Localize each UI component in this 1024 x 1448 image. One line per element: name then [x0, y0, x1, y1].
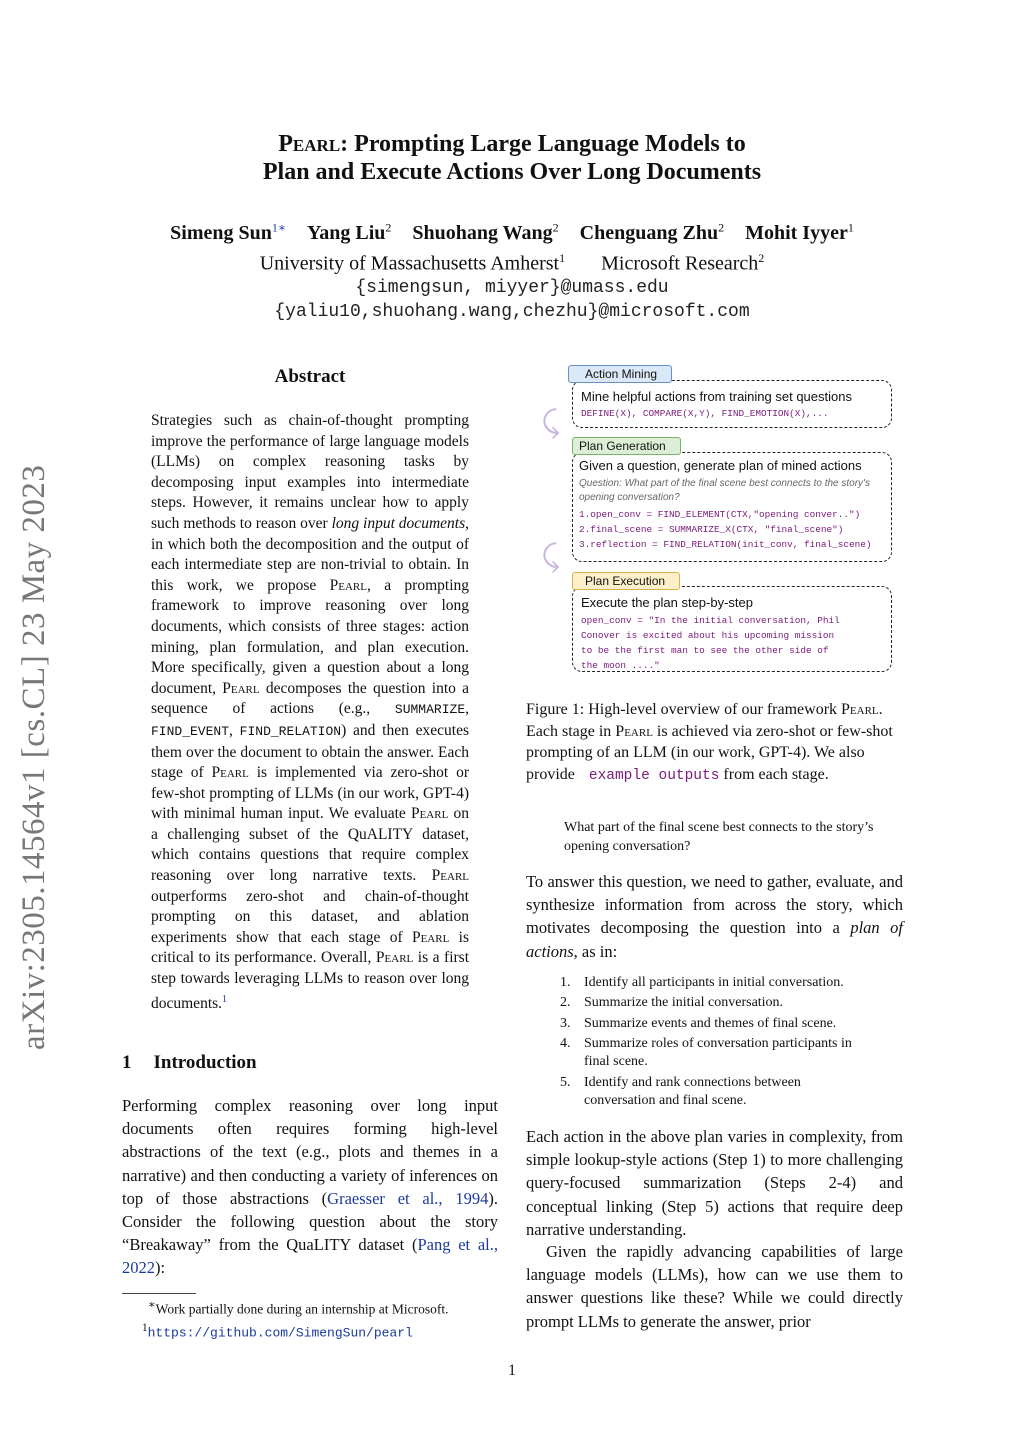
intro-paragraph: Performing complex reasoning over long input documents often requires forming high-level abstractions of the text (e.g., plots and themes in a narrative) and then conducting a variety of inferences on top of those abstractions (Graesser et al., 1994). Consider the following question about the story “Breakaway” from the QuaLITY dataset (Pang et al., 2022): — [122, 1096, 498, 1278]
plan-execution-title: Execute the plan step-by-step — [581, 595, 753, 610]
list-item: 3. Summarize events and themes of final scene. — [560, 1015, 837, 1031]
abstract-heading: Abstract — [274, 366, 346, 387]
right-paragraph-3: Given the rapidly advancing capabilities of large language models (LLMs), how can we use them to answer questions like these? While we could directly prompt LLMs to generate the answer, prior — [526, 1242, 903, 1331]
author-sup: 2 — [552, 220, 559, 234]
question-quote: What part of the final scene best connects to the story’s opening conversation? — [564, 820, 874, 854]
citation-pang[interactable]: Pang et al., 2022 — [122, 1235, 498, 1278]
author-sup: 1∗ — [271, 220, 287, 234]
author-names — [100, 215, 924, 246]
author-name: Yang Liu — [307, 221, 386, 244]
paper-title — [150, 130, 874, 186]
plan-generation-title: Given a question, generate plan of mined actions — [579, 458, 862, 473]
list-item: 5. Identify and rank connections between conversation and final scene. — [560, 1074, 801, 1108]
footnote-github-link[interactable]: https://github.com/SimengSun/pearl — [147, 1325, 413, 1340]
affiliation-umass: University of Massachusetts Amherst — [259, 252, 560, 275]
list-item: 1. Identify all participants in initial conversation. — [560, 975, 844, 990]
right-paragraph-2: Each action in the above plan varies in complexity, from simple lookup-style actions (Step 1) to more challenging query-focused summarization (Steps 2-4) and conceptual linking (Step 5) actions that require deep narrative understanding. — [526, 1127, 903, 1239]
caption-example-outputs: example outputs — [588, 767, 720, 784]
list-item: 2. Summarize the initial conversation. — [560, 995, 784, 1011]
citation-graesser[interactable]: Graesser et al., 1994 — [327, 1188, 489, 1208]
arxiv-stamp: arXiv:2305.14564v1 [cs.CL] 23 May 2023 — [16, 464, 52, 1050]
plan-execution-box — [572, 586, 892, 672]
author-name: Simeng Sun — [170, 221, 272, 244]
execution-code-line: open_conv = "In the initial conversation, Phil — [581, 615, 840, 626]
email-line-2: {yaliu10,shuohang.wang,chezhu}@microsoft.com — [274, 302, 750, 323]
execution-code-line: the moon ...." — [581, 660, 660, 671]
plan-code-line: 2.final_scene = SUMMARIZE_X(CTX, "final_scene") — [579, 524, 844, 535]
footnote-1-link[interactable]: 1 — [222, 993, 228, 1005]
figure-1 — [540, 364, 900, 684]
plan-generation-question: Question: What part of the final scene best connects to the story's opening conversation? — [579, 478, 870, 503]
affiliation-sup: 2 — [758, 250, 765, 265]
footnote-1: Work partially done during an internship at Microsoft. — [155, 1301, 449, 1317]
action-mining-code: DEFINE(X), COMPARE(X,Y), FIND_EMOTION(X),... — [581, 408, 829, 419]
title-line1: : Prompting Large Language Models to — [340, 131, 746, 157]
author-sup: 1 — [847, 220, 854, 234]
abstract-body: Strategies such as chain-of-thought prompting improve the performance of large language models (LLMs) on complex reasoning tasks by decomposing input examples into intermediate steps. However, it remains unclear how to apply such methods to reason over long input documents, in which both the decomposition and the output of each intermediate step are non-trivial to obtain. In this work, we propose Pearl, a prompting framework to improve reasoning over long documents, which consists of three stages: action mining, plan formulation, and plan execution. More specifically, given a question about a long document, Pearl decomposes the question into a sequence of actions (e.g., SUMMARIZE, FIND_EVENT, FIND_RELATION) and then executes them over the document to obtain the answer. Each stage of Pearl is implemented via zero-shot or few-shot prompting of LLMs (in our work, GPT-4) with minimal human input. We evaluate Pearl on a challenging subset of the QuALITY dataset, which contains questions that require complex reasoning over long narrative texts. Pearl outperforms zero-shot and chain-of-thought prompting on this dataset, and ablation experiments show that each stage of Pearl is critical to its performance. Overall, Pearl is a first step towards leveraging LLMs to reason over long documents.$^1$ — [151, 412, 470, 1012]
code-find-event: FIND_EVENT — [151, 723, 230, 739]
author-name: Shuohang Wang — [412, 221, 553, 244]
plan-execution-label: Plan Execution — [572, 572, 680, 590]
curved-arrow-icon: ⤹ — [542, 406, 560, 439]
plan-generation-label: Plan Generation — [572, 437, 681, 455]
action-mining-label: Action Mining — [568, 365, 672, 383]
affiliation-sup: 1 — [559, 250, 566, 265]
footnote-rule — [122, 1293, 196, 1294]
execution-code-line: to be the first man to see the other side of — [581, 645, 829, 656]
section-heading-introduction: 1 Introduction — [122, 1052, 257, 1073]
action-mining-title: Mine helpful actions from training set questions — [581, 389, 852, 404]
right-paragraph-1: To answer this question, we need to gather, evaluate, and synthesize information from across the story, which motivates decomposing the question into a plan of actions, as in: — [526, 872, 903, 961]
plan-list — [560, 974, 890, 1112]
author-name: Mohit Iyyer — [745, 221, 848, 244]
code-find-relation: FIND_RELATION — [239, 723, 342, 739]
list-item: 4. Summarize roles of conversation participants in final scene. — [560, 1036, 852, 1070]
curved-arrow-icon: ⤹ — [542, 540, 560, 573]
affiliations — [100, 246, 924, 277]
figure-caption: Figure 1: High-level overview of our framework Pearl. Each stage in Pearl is achieved via zero-shot or few-shot prompting of an LLM (in our work, GPT-4). We also provide example outputs from each stage. — [526, 701, 893, 784]
page-number: 1 — [508, 1362, 516, 1379]
email-line-1: {simengsun, miyyer}@umass.edu — [355, 278, 669, 299]
plan-code-line: 3.reflection = FIND_RELATION(init_conv, final_scene) — [579, 539, 872, 550]
code-summarize: SUMMARIZE — [394, 702, 466, 718]
plan-code-line: 1.open_conv = FIND_ELEMENT(CTX,"opening conver..") — [579, 509, 861, 520]
title-line2: Plan and Execute Actions Over Long Documents — [262, 159, 762, 185]
abstract-emphasis: long input documents — [331, 514, 466, 532]
title-pearl: Pearl — [278, 131, 341, 157]
affiliation-microsoft: Microsoft Research — [601, 252, 759, 275]
execution-code-line: Conover is excited about his upcoming mission — [581, 630, 835, 641]
action-mining-box — [572, 380, 892, 428]
author-block — [100, 215, 924, 324]
footnotes: ∗Work partially done during an internship at Microsoft. $^1$https://github.com/SimengSun/pearl — [142, 1299, 449, 1340]
author-sup: 2 — [718, 220, 725, 234]
author-name: Chenguang Zhu — [579, 221, 719, 244]
plan-generation-box — [572, 452, 892, 562]
author-sup: 2 — [385, 220, 392, 234]
